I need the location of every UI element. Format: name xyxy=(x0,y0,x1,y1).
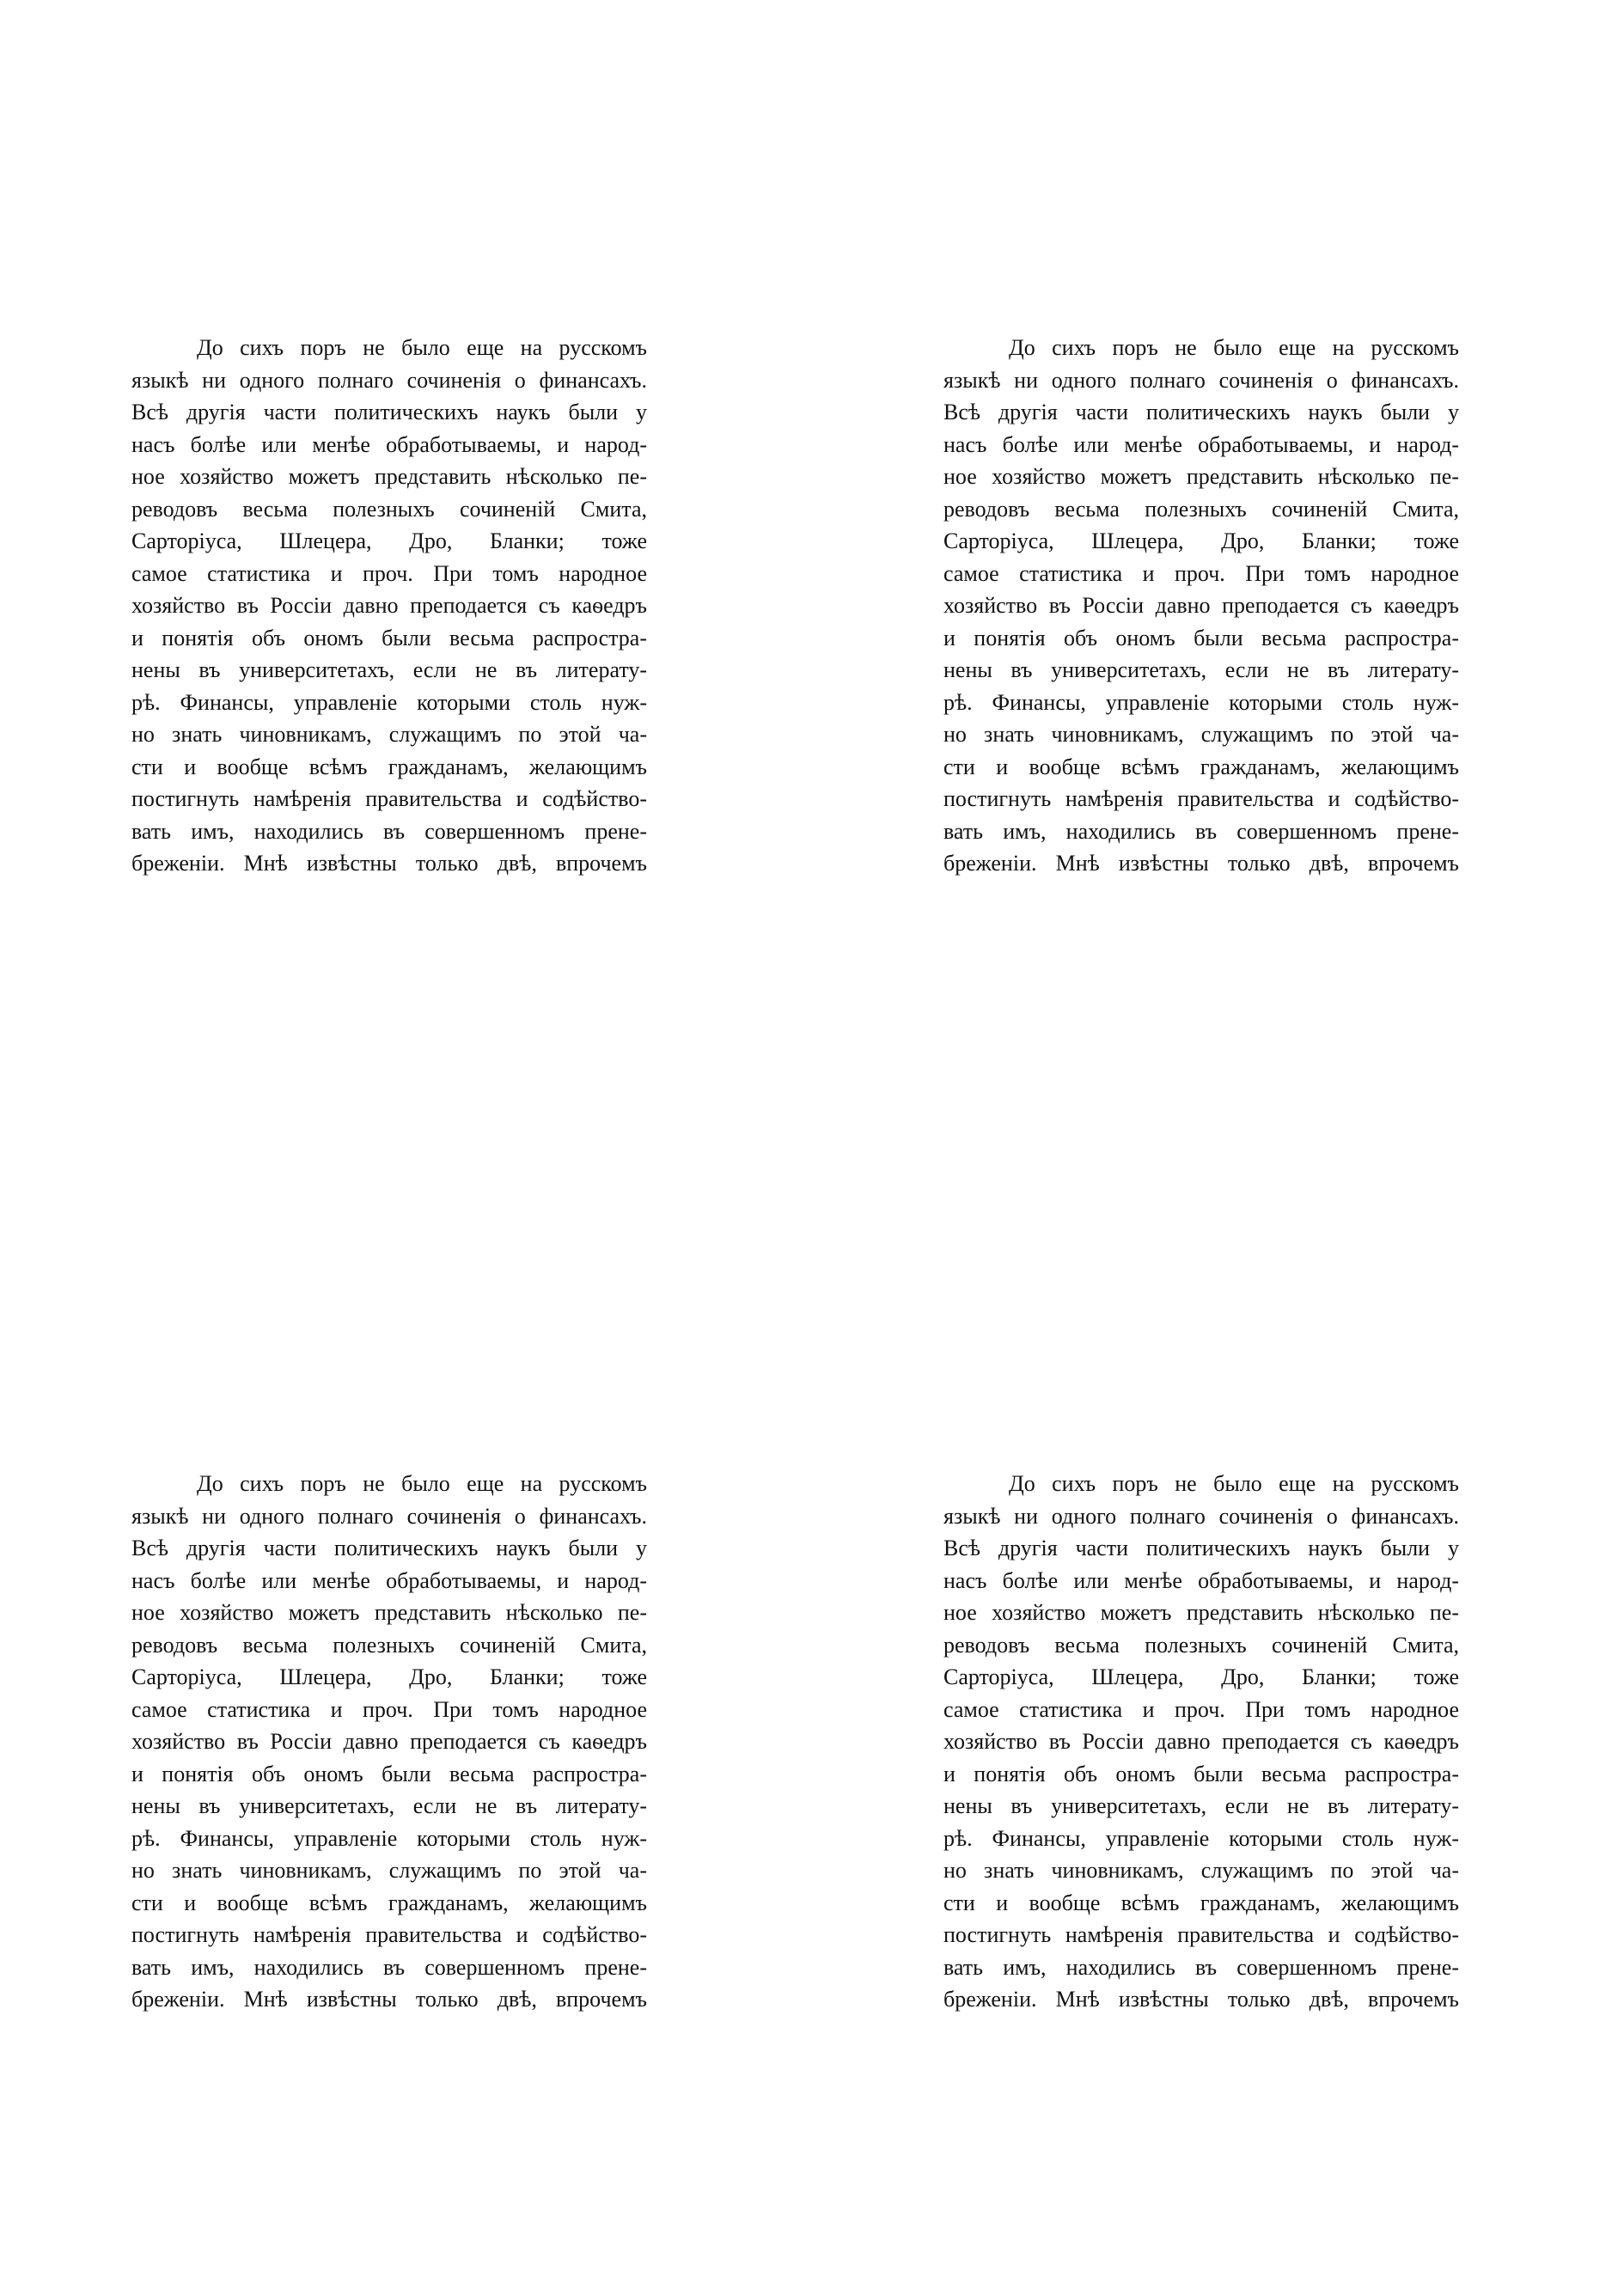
text-line: вать имъ, находились въ совершенномъ прене- xyxy=(943,1954,1459,1980)
text-line: насъ болѣе или менѣе обработываемы, и народ- xyxy=(943,1567,1459,1593)
text-block-bottom-right xyxy=(943,1468,1459,2016)
text-line: До сихъ поръ не было еще на русскомъ xyxy=(1009,1471,1459,1496)
text-line: рѣ. Финансы, управленіе которыми столь нуж- xyxy=(131,1825,647,1851)
text-line: но знать чиновникамъ, служащимъ по этой ча- xyxy=(131,1858,647,1883)
text-line: вать имъ, находились въ совершенномъ прене- xyxy=(943,818,1459,844)
text-line: ное хозяйство можетъ представить нѣсколько пе- xyxy=(943,1600,1459,1625)
text-line: хозяйство въ Россіи давно преподается съ каѳедръ xyxy=(943,1729,1459,1754)
text-line: хозяйство въ Россіи давно преподается съ каѳедръ xyxy=(943,593,1459,618)
text-line: ное хозяйство можетъ представить нѣсколько пе- xyxy=(131,1600,647,1625)
text-line: рѣ. Финансы, управленіе которыми столь нуж- xyxy=(131,689,647,715)
text-line: но знать чиновникамъ, служащимъ по этой ча- xyxy=(943,722,1459,747)
text-block-top-right xyxy=(943,332,1459,880)
text-line: постигнуть намѣренія правительства и содѣйство- xyxy=(943,786,1459,811)
text-line: постигнуть намѣренія правительства и содѣйство- xyxy=(131,786,647,811)
text-line: Сарторіуса, Шлецера, Дро, Бланки; тоже xyxy=(131,528,647,553)
text-line: нены въ университетахъ, если не въ литерату- xyxy=(943,1793,1459,1818)
text-line: Всѣ другія части политическихъ наукъ были у xyxy=(131,400,647,424)
text-line: и понятія объ ономъ были весьма распростра- xyxy=(943,1761,1459,1786)
text-line: сти и вообще всѣмъ гражданамъ, желающимъ xyxy=(943,1890,1459,1915)
text-line: нены въ университетахъ, если не въ литерату- xyxy=(131,657,647,682)
text-line: ное хозяйство можетъ представить нѣсколько пе- xyxy=(131,464,647,489)
text-line: языкѣ ни одного полнаго сочиненія о финансахъ. xyxy=(943,367,1459,393)
text-line: сти и вообще всѣмъ гражданамъ, желающимъ xyxy=(131,1890,647,1915)
text-line: самое статистика и проч. При томъ народное xyxy=(943,560,1459,586)
text-line: ное хозяйство можетъ представить нѣсколько пе- xyxy=(943,464,1459,489)
text-line: языкѣ ни одного полнаго сочиненія о финансахъ. xyxy=(131,1503,647,1529)
text-line: и понятія объ ономъ были весьма распростра- xyxy=(943,625,1459,650)
text-line: реводовъ весьма полезныхъ сочиненій Смита, xyxy=(131,1632,647,1658)
text-line: нены въ университетахъ, если не въ литерату- xyxy=(943,657,1459,682)
text-line: хозяйство въ Россіи давно преподается съ каѳедръ xyxy=(131,1729,647,1754)
text-line: вать имъ, находились въ совершенномъ прене- xyxy=(131,1954,647,1980)
text-line: насъ болѣе или менѣе обработываемы, и народ- xyxy=(131,1567,647,1593)
text-line: реводовъ весьма полезныхъ сочиненій Смита, xyxy=(943,496,1459,522)
text-line: бреженіи. Мнѣ извѣстны только двѣ, впрочемъ xyxy=(943,1987,1459,2012)
text-line: насъ болѣе или менѣе обработываемы, и народ- xyxy=(943,431,1459,457)
text-line: бреженіи. Мнѣ извѣстны только двѣ, впрочемъ xyxy=(131,1987,647,2012)
text-line: реводовъ весьма полезныхъ сочиненій Смита, xyxy=(943,1632,1459,1658)
text-line: сти и вообще всѣмъ гражданамъ, желающимъ xyxy=(131,754,647,779)
text-block-bottom-left xyxy=(131,1468,647,2016)
text-line: но знать чиновникамъ, служащимъ по этой ча- xyxy=(131,722,647,747)
text-line: До сихъ поръ не было еще на русскомъ xyxy=(197,335,647,360)
text-line: насъ болѣе или менѣе обработываемы, и народ- xyxy=(131,431,647,457)
text-line: рѣ. Финансы, управленіе которыми столь нуж- xyxy=(943,689,1459,715)
text-line: сти и вообще всѣмъ гражданамъ, желающимъ xyxy=(943,754,1459,779)
text-line: бреженіи. Мнѣ извѣстны только двѣ, впрочемъ xyxy=(943,851,1459,876)
text-line: хозяйство въ Россіи давно преподается съ каѳедръ xyxy=(131,593,647,618)
text-line: но знать чиновникамъ, служащимъ по этой ча- xyxy=(943,1858,1459,1883)
text-line: Сарторіуса, Шлецера, Дро, Бланки; тоже xyxy=(943,528,1459,553)
text-line: реводовъ весьма полезныхъ сочиненій Смита, xyxy=(131,496,647,522)
text-line: вать имъ, находились въ совершенномъ прене- xyxy=(131,818,647,844)
text-line: постигнуть намѣренія правительства и содѣйство- xyxy=(943,1922,1459,1947)
text-line: нены въ университетахъ, если не въ литерату- xyxy=(131,1793,647,1818)
text-line: рѣ. Финансы, управленіе которыми столь нуж- xyxy=(943,1825,1459,1851)
text-line: самое статистика и проч. При томъ народное xyxy=(943,1696,1459,1722)
text-line: До сихъ поръ не было еще на русскомъ xyxy=(1009,335,1459,360)
text-line: языкѣ ни одного полнаго сочиненія о финансахъ. xyxy=(131,367,647,393)
text-line: самое статистика и проч. При томъ народное xyxy=(131,560,647,586)
text-line: постигнуть намѣренія правительства и содѣйство- xyxy=(131,1922,647,1947)
text-line: и понятія объ ономъ были весьма распростра- xyxy=(131,1761,647,1786)
text-line: Всѣ другія части политическихъ наукъ были у xyxy=(943,400,1459,424)
text-line: самое статистика и проч. При томъ народное xyxy=(131,1696,647,1722)
text-line: Всѣ другія части политическихъ наукъ были у xyxy=(131,1536,647,1560)
text-line: бреженіи. Мнѣ извѣстны только двѣ, впрочемъ xyxy=(131,851,647,876)
text-line: Сарторіуса, Шлецера, Дро, Бланки; тоже xyxy=(943,1664,1459,1689)
text-block-top-left xyxy=(131,332,647,880)
text-line: и понятія объ ономъ были весьма распростра- xyxy=(131,625,647,650)
text-line: Сарторіуса, Шлецера, Дро, Бланки; тоже xyxy=(131,1664,647,1689)
text-line: языкѣ ни одного полнаго сочиненія о финансахъ. xyxy=(943,1503,1459,1529)
text-line: Всѣ другія части политическихъ наукъ были у xyxy=(943,1536,1459,1560)
text-line: До сихъ поръ не было еще на русскомъ xyxy=(197,1471,647,1496)
